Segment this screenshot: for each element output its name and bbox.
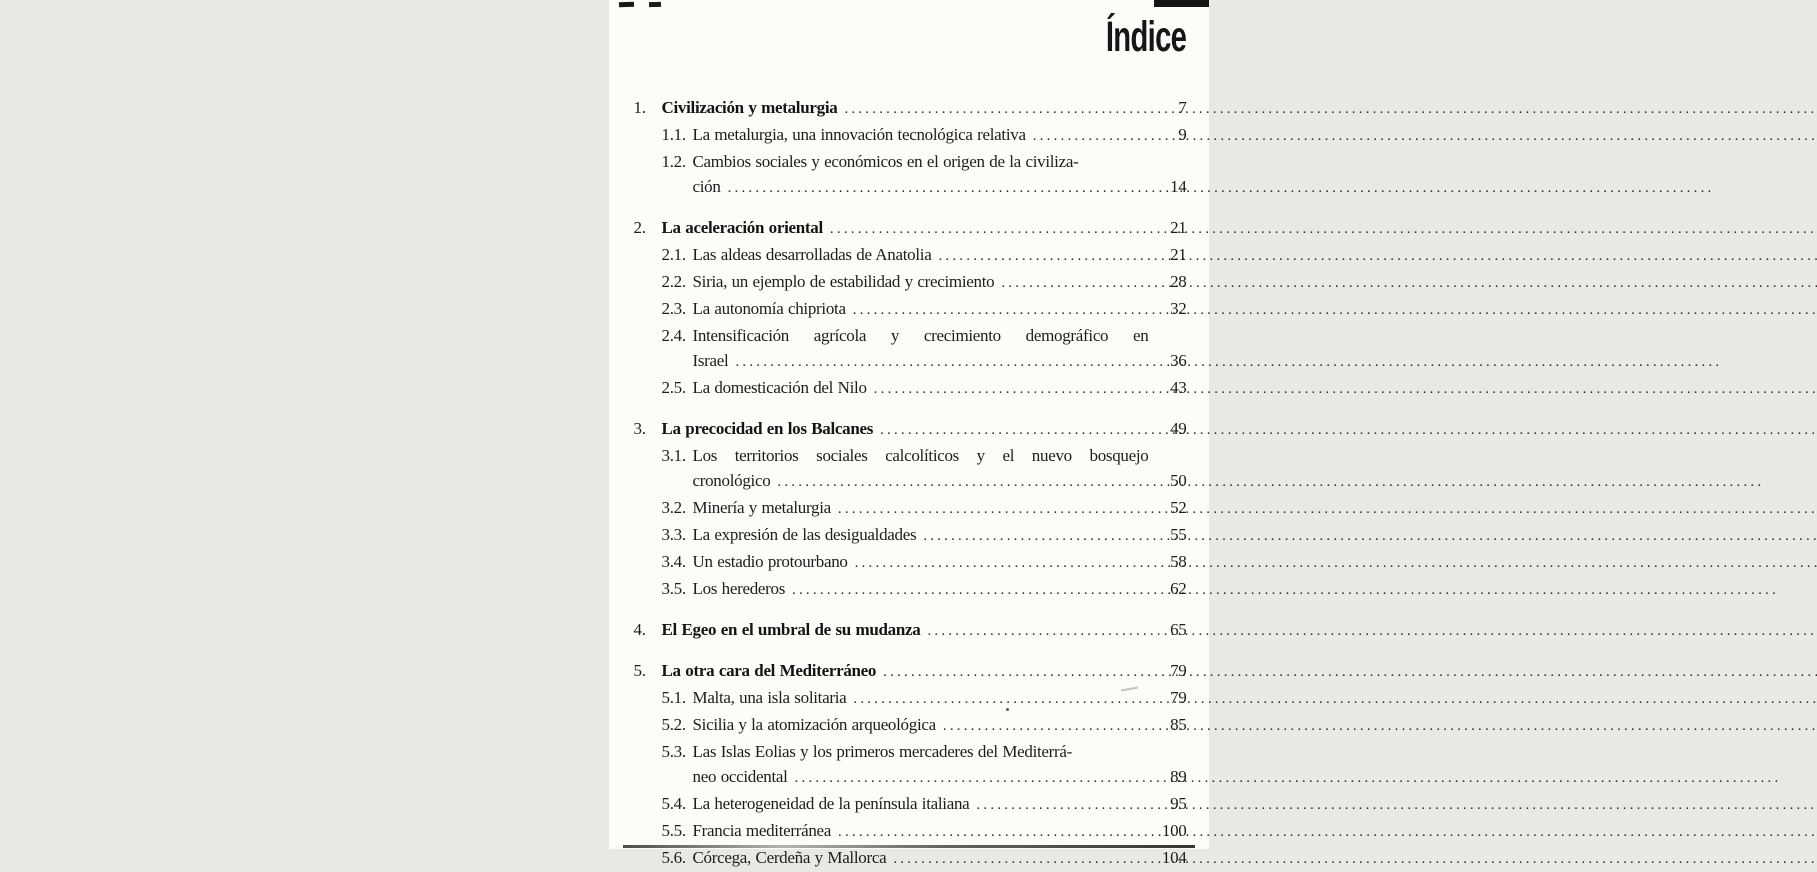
toc-item-line (662, 791, 1187, 818)
page-number: 7 (1178, 98, 1187, 117)
dot-leader (880, 416, 1145, 443)
dot-leader (777, 468, 1145, 495)
item-title: Los territorios sociales calcolíticos y el nuevo bosquejo (692, 446, 1149, 465)
chapter-items (662, 443, 1187, 603)
item-title: Sicilia y la atomización arqueológica (692, 715, 936, 734)
page-number: 43 (1170, 378, 1187, 397)
item-title: Israel (692, 351, 729, 370)
chapter-title: La precocidad en los Balcanes (661, 419, 874, 438)
item-title: La autonomía chipriota (692, 299, 846, 318)
dot-leader (830, 215, 1146, 242)
toc-chapter (634, 416, 1187, 603)
item-number: 1.1. (661, 125, 686, 144)
toc-chapter-row (634, 215, 1187, 242)
dot-leader (923, 522, 1145, 549)
chapter-items (662, 122, 1187, 201)
item-title: neo occidental (692, 767, 788, 786)
dot-leader (1033, 122, 1146, 149)
page-number: 36 (1170, 351, 1187, 370)
chapter-title: El Egeo en el umbral de su mudanza (661, 620, 921, 639)
page-number: 58 (1170, 552, 1187, 571)
toc-item-line (662, 739, 1187, 764)
toc-item-line (662, 242, 1187, 269)
item-number: 2.4. (661, 326, 686, 345)
page-number: 55 (1170, 525, 1187, 544)
dot-leader (792, 576, 1145, 603)
page-number: 62 (1170, 579, 1187, 598)
item-number: 2.5. (661, 378, 686, 397)
item-title: La domesticación del Nilo (692, 378, 867, 397)
chapter-title: Civilización y metalurgia (661, 98, 838, 117)
item-title: ción (692, 177, 721, 196)
toc-item-line (662, 174, 1187, 201)
page-number: 32 (1170, 299, 1187, 318)
item-number: 2.2. (661, 272, 686, 291)
toc-chapter-row (634, 617, 1187, 644)
dot-leader (938, 242, 1145, 269)
dot-leader (838, 818, 1145, 845)
item-title: Minería y metalurgia (692, 498, 831, 517)
dot-leader (728, 174, 1146, 201)
item-number: 5.5. (661, 821, 686, 840)
toc-item-line (662, 549, 1187, 576)
dot-leader (795, 764, 1146, 791)
toc-item-line (662, 375, 1187, 402)
page-number: 89 (1170, 767, 1187, 786)
dot-leader (893, 845, 1145, 872)
item-title: Francia mediterránea (692, 821, 832, 840)
toc-chapter (634, 95, 1187, 201)
page-number: 65 (1170, 620, 1187, 639)
item-title: Intensificación agrícola y crecimiento demográfico en (692, 326, 1149, 345)
toc-item-line (662, 764, 1187, 791)
dot-leader (943, 712, 1146, 739)
item-number: 5.6. (661, 848, 686, 867)
page-number: 50 (1170, 471, 1187, 490)
item-title: cronológico (692, 471, 771, 490)
page-number: 79 (1170, 688, 1187, 707)
item-title: La metalurgia, una innovación tecnológica relativa (692, 125, 1026, 144)
item-title: Los herederos (692, 579, 786, 598)
scan-artifact (1154, 0, 1209, 7)
toc-item-line (662, 522, 1187, 549)
item-number: 3.2. (661, 498, 686, 517)
item-number: 5.2. (661, 715, 686, 734)
toc-item-line (662, 468, 1187, 495)
chapter-number: 2. (633, 218, 646, 237)
dot-leader (838, 495, 1146, 522)
chapter-number: 5. (633, 661, 646, 680)
chapter-number: 3. (633, 419, 646, 438)
item-title: Malta, una isla solitaria (692, 688, 847, 707)
dot-leader (735, 348, 1145, 375)
page-number: 14 (1170, 177, 1187, 196)
toc-item-line (662, 685, 1187, 712)
item-number: 3.4. (661, 552, 686, 571)
chapter-title: La aceleración oriental (661, 218, 823, 237)
item-number: 1.2. (661, 152, 686, 171)
dot-leader (855, 549, 1146, 576)
page-number: 100 (1161, 821, 1187, 840)
page-number: 21 (1170, 218, 1187, 237)
toc-item-line (662, 269, 1187, 296)
page-number: 95 (1170, 794, 1187, 813)
chapter-items (662, 242, 1187, 402)
table-of-contents (634, 95, 1187, 872)
page-number: 85 (1170, 715, 1187, 734)
toc-item-line (662, 323, 1187, 348)
toc-chapter-row (634, 95, 1187, 122)
item-number: 3.3. (661, 525, 686, 544)
page-title: Índice (1106, 13, 1187, 61)
item-number: 5.3. (661, 742, 686, 761)
toc-item-line (662, 845, 1187, 872)
dot-leader (976, 791, 1145, 818)
toc-chapter (634, 617, 1187, 644)
toc-item-line (662, 122, 1187, 149)
toc-item-line (662, 576, 1187, 603)
item-number: 2.1. (661, 245, 686, 264)
page-number: 104 (1161, 848, 1187, 867)
toc-item-line (662, 348, 1187, 375)
chapter-items (662, 685, 1187, 872)
item-number: 2.3. (661, 299, 686, 318)
title-area (634, 14, 1187, 62)
item-title: Cambios sociales y económicos en el origen de la civiliza- (692, 152, 1079, 171)
page-number: 28 (1170, 272, 1187, 291)
item-title: La expresión de las desigualdades (692, 525, 917, 544)
scan-artifact (618, 2, 633, 8)
dot-leader (853, 296, 1146, 323)
dot-leader (853, 685, 1145, 712)
chapter-number: 4. (633, 620, 646, 639)
toc-chapter (634, 215, 1187, 402)
item-title: Las aldeas desarrolladas de Anatolia (692, 245, 932, 264)
toc-item-line (662, 818, 1187, 845)
toc-item-line (662, 296, 1187, 323)
item-title: La heterogeneidad de la península italiana (692, 794, 970, 813)
item-number: 5.4. (661, 794, 686, 813)
toc-chapter (634, 658, 1187, 872)
page-number: 79 (1170, 661, 1187, 680)
item-title: Un estadio protourbano (692, 552, 848, 571)
toc-item-line (662, 149, 1187, 174)
item-number: 3.5. (661, 579, 686, 598)
toc-chapter-row (634, 658, 1187, 685)
item-title: Siria, un ejemplo de estabilidad y crecimiento (692, 272, 995, 291)
scan-artifact (648, 2, 660, 7)
page-number: 49 (1170, 419, 1187, 438)
item-number: 5.1. (661, 688, 686, 707)
toc-item-line (662, 712, 1187, 739)
toc-item-line (662, 495, 1187, 522)
dot-leader (844, 95, 1145, 122)
dot-leader (1001, 269, 1145, 296)
page-number: 21 (1170, 245, 1187, 264)
item-number: 3.1. (661, 446, 686, 465)
toc-chapter-row (634, 416, 1187, 443)
page-number: 9 (1178, 125, 1187, 144)
dot-leader (927, 617, 1145, 644)
toc-item-line (662, 443, 1187, 468)
dot-leader (874, 375, 1146, 402)
page-number: 52 (1170, 498, 1187, 517)
chapter-title: La otra cara del Mediterráneo (661, 661, 877, 680)
dot-leader (883, 658, 1145, 685)
item-title: Córcega, Cerdeña y Mallorca (692, 848, 887, 867)
book-index-page (609, 0, 1209, 867)
item-title: Las Islas Eolias y los primeros mercaderes del Mediterrá- (692, 742, 1073, 761)
chapter-number: 1. (633, 98, 646, 117)
